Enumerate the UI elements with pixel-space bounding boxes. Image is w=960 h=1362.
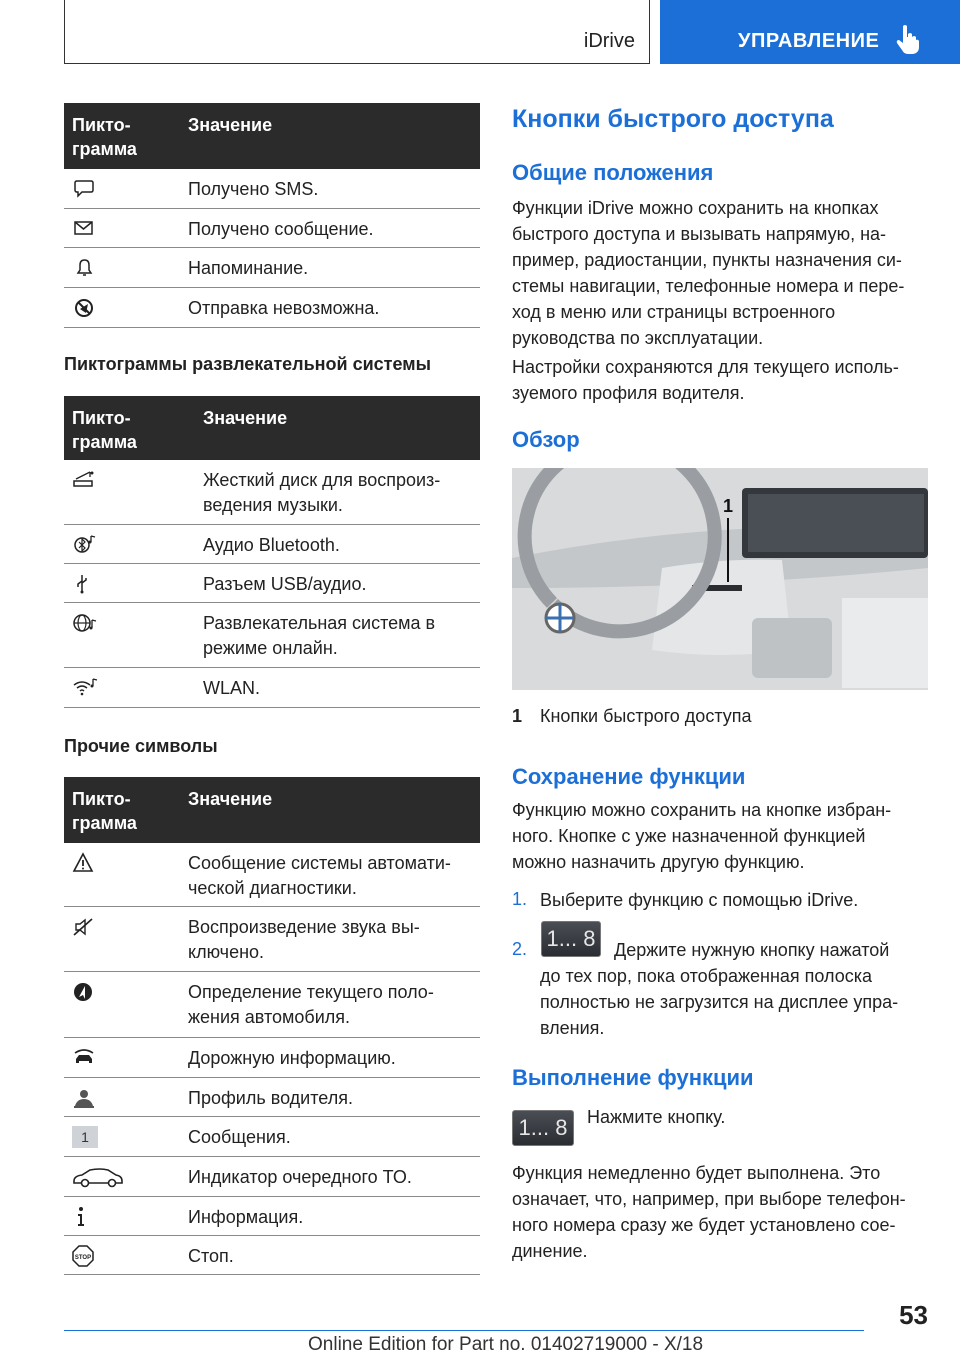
cockpit-photo xyxy=(512,468,928,690)
execute-text: Нажмите кнопку. xyxy=(587,1107,726,1127)
table-row: STOP Стоп. xyxy=(64,1236,480,1275)
header-box xyxy=(64,0,650,64)
header-meaning: Значение xyxy=(203,408,288,428)
sms-icons-table xyxy=(64,103,480,328)
table-row: Развлекательная система в режиме онлайн. xyxy=(64,603,480,668)
table-row: Дорожную информацию. xyxy=(64,1038,480,1078)
table-row: Определение текущего поло- жения автомобиля. xyxy=(64,972,480,1038)
online-entertainment-icon xyxy=(72,612,98,634)
favorite-button-image-2: 1... 8 xyxy=(512,1110,574,1146)
table-row: Жесткий диск для воспроиз- ведения музыки. xyxy=(64,460,480,525)
save-heading: Сохранение функции xyxy=(512,764,746,789)
save-paragraph: Функцию можно сохранить на кнопке избран- ного. Кнопке с уже назначенной функцией можно назначить другую функцию. xyxy=(512,800,892,872)
table-row: Индикатор очередного ТО. xyxy=(64,1157,480,1197)
wlan-music-icon xyxy=(72,677,98,699)
speech-bubble-icon xyxy=(72,178,98,200)
table-row: Профиль водителя. xyxy=(64,1078,480,1117)
page-title: Кнопки быстрого доступа xyxy=(512,105,834,133)
legend-number: 1 xyxy=(512,706,523,726)
header-meaning: Значение xyxy=(188,789,273,809)
header-meaning: Значение xyxy=(188,115,273,135)
execute-paragraph: Функция немедленно будет выполнена. Это означает, что, например, при выборе телефон- ного номера сразу же будет установлено сое- динение. xyxy=(512,1163,906,1261)
general-heading: Общие положения xyxy=(512,160,714,185)
speaker-muted-icon xyxy=(72,916,98,938)
overview-heading: Обзор xyxy=(512,427,580,452)
svg-text:STOP: STOP xyxy=(74,1255,92,1261)
service-car-icon xyxy=(72,1166,124,1188)
cockpit-illustration xyxy=(512,468,928,690)
execute-heading: Выполнение функции xyxy=(512,1065,754,1090)
section-title: iDrive xyxy=(583,30,635,52)
table-row: Получено сообщение. xyxy=(64,209,480,248)
step-1-text: Выберите функцию с помощью iDrive. xyxy=(540,890,859,910)
table-header xyxy=(64,777,480,843)
step-2-rest: до тех пор, пока отображенная полоска полностью не загрузится на дисплее упра- вления. xyxy=(540,966,899,1038)
table-row: WLAN. xyxy=(64,668,480,708)
legend-text: Кнопки быстрого доступа xyxy=(540,706,752,726)
usb-icon xyxy=(72,573,98,595)
entertainment-icons-table xyxy=(64,396,480,708)
table-row: Получено SMS. xyxy=(64,169,480,209)
table-row: Информация. xyxy=(64,1197,480,1236)
header-pictogram: Пикто- грамма xyxy=(72,789,137,833)
traffic-info-icon xyxy=(72,1047,98,1069)
stop-sign-icon xyxy=(72,1245,98,1267)
photo-callout-1: 1 xyxy=(722,496,734,516)
bell-icon xyxy=(72,257,98,279)
send-blocked-icon xyxy=(72,297,98,319)
section-heading-entertainment: Пиктограммы развлекательной системы xyxy=(64,354,431,374)
table-row: Сообщение системы автомати- ческой диагностики. xyxy=(64,843,480,907)
bluetooth-audio-icon xyxy=(72,534,98,556)
section-heading-other: Прочие символы xyxy=(64,736,218,756)
edition-text: Online Edition for Part no. 01402719000 - X/18 xyxy=(308,1334,704,1355)
warning-triangle-icon xyxy=(72,852,98,874)
harddisk-music-icon xyxy=(72,469,98,491)
table-row: Разъем USB/аудио. xyxy=(64,564,480,603)
step-1-number: 1. xyxy=(512,889,528,909)
table-row: Аудио Bluetooth. xyxy=(64,525,480,564)
envelope-icon xyxy=(72,218,98,240)
location-arrow-icon xyxy=(72,981,98,1003)
page-number: 53 xyxy=(899,1300,928,1330)
chapter-title: УПРАВЛЕНИЕ xyxy=(738,30,880,52)
table-row: Отправка невозможна. xyxy=(64,288,480,328)
table-row: Воспроизведение звука вы- ключено. xyxy=(64,907,480,972)
favorite-button-image: 1... 8 xyxy=(541,921,601,957)
header-pictogram: Пикто- грамма xyxy=(72,115,137,159)
general-paragraph-1: Функции iDrive можно сохранить на кнопках быстрого доступа и вызывать напрямую, на- пример, радиостанции, пункты назначения си- стемы навигации, телефонные номера и пере- ход в меню или страницы встроенного руководства по эксплуатации. xyxy=(512,198,905,348)
info-icon xyxy=(72,1206,98,1228)
driver-profile-icon xyxy=(72,1087,98,1109)
table-header xyxy=(64,103,480,169)
footer-rule xyxy=(64,1330,864,1331)
general-paragraph-2: Настройки сохраняются для текущего исполь- зуемого профиля водителя. xyxy=(512,357,899,403)
header-pictogram: Пикто- грамма xyxy=(72,408,137,452)
step-2-line-1: Держите нужную кнопку нажатой xyxy=(614,940,890,960)
chapter-tab xyxy=(660,0,960,64)
table-row: 1 Сообщения. xyxy=(64,1117,480,1157)
hand-pointer-icon xyxy=(896,24,922,54)
step-2-number: 2. xyxy=(512,939,528,959)
message-count-icon: 1 xyxy=(72,1126,98,1148)
table-header xyxy=(64,396,480,460)
other-symbols-table xyxy=(64,777,480,1275)
table-row: Напоминание. xyxy=(64,248,480,288)
